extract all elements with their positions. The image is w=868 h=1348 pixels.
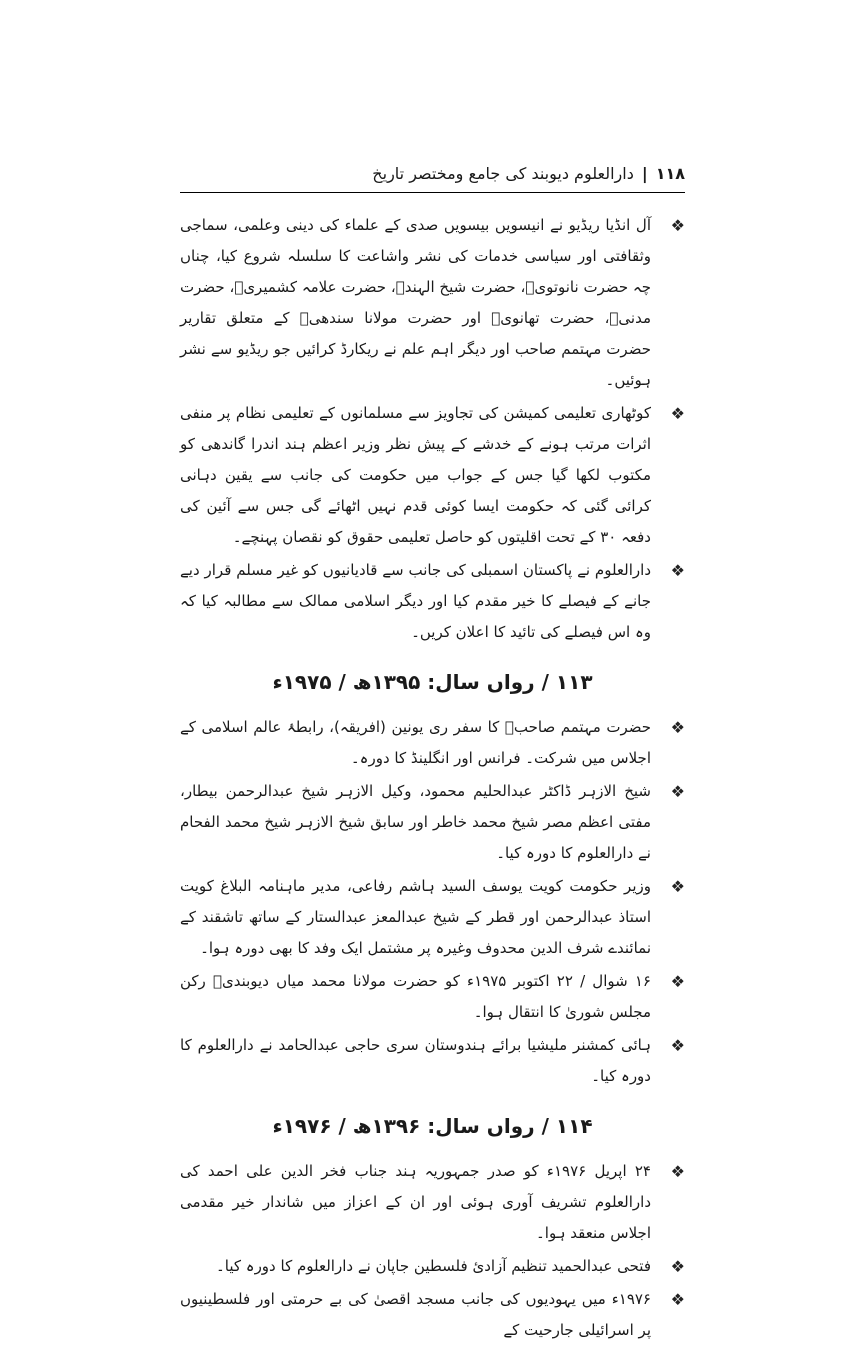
item-text: حضرت مہتمم صاحبؒ کا سفر ری یونین (افریقہ)، رابطۂ عالم اسلامی کے اجلاس میں شرکت۔ فرانس اور انگلینڈ کا دورہ۔ — [180, 718, 651, 767]
diamond-bullet-icon: ❖ — [670, 404, 685, 423]
item-text: ۱۹۷۶ء میں یہودیوں کی جانب مسجد اقصیٰ کی بے حرمتی اور فلسطینیوں پر اسرائیلی جارحیت کے — [180, 1290, 651, 1339]
diamond-bullet-icon: ❖ — [670, 1257, 685, 1276]
item-text: دارالعلوم نے پاکستان اسمبلی کی جانب سے قادیانیوں کو غیر مسلم قرار دیے جانے کے فیصلے کا خیر مقدم کیا اور دیگر اسلامی ممالک سے مطالبہ کیا کہ وہ اس فیصلے کی تائید کا اعلان کریں۔ — [180, 561, 651, 641]
list-item — [180, 1284, 685, 1346]
item-text: فتحی عبدالحمید تنظیم آزادیٔ فلسطین جاپان نے دارالعلوم کا دورہ کیا۔ — [215, 1257, 651, 1275]
section-heading-114: ۱۱۴ / رواں سال: ۱۳۹۶ھ / ۱۹۷۶ء — [272, 1114, 593, 1138]
diamond-bullet-icon: ❖ — [670, 718, 685, 737]
page-number: ۱۱۸ — [655, 163, 685, 183]
diamond-bullet-icon: ❖ — [670, 1036, 685, 1055]
item-text: ۲۴ اپریل ۱۹۷۶ء کو صدر جمہوریہ ہند جناب فخر الدین علی احمد کی دارالعلوم تشریف آوری ہوئی اور ان کے اعزاز میں شاندار خیر مقدمی اجلاس منعقد ہوا۔ — [180, 1162, 651, 1242]
list-item — [180, 210, 685, 396]
page-header — [180, 158, 685, 188]
list-item — [180, 871, 685, 964]
list-item — [180, 776, 685, 869]
running-title: دارالعلوم دیوبند کی جامع ومختصر تاریخ — [372, 163, 634, 183]
list-item — [180, 1030, 685, 1092]
section-heading-113: ۱۱۳ / رواں سال: ۱۳۹۵ھ / ۱۹۷۵ء — [272, 670, 593, 694]
item-text: ہائی کمشنر ملیشیا برائے ہندوستان سری حاجی عبدالحامد نے دارالعلوم کا دورہ کیا۔ — [180, 1036, 651, 1085]
header-rule — [180, 192, 685, 193]
diamond-bullet-icon: ❖ — [670, 561, 685, 580]
list-item — [180, 966, 685, 1028]
item-text: کوٹھاری تعلیمی کمیشن کی تجاویز سے مسلمانوں کے تعلیمی نظام پر منفی اثرات مرتب ہونے کے خدشے کے پیش نظر وزیر اعظم ہند اندرا گاندھی کو مکتوب لکھا گیا جس کے جواب میں حکومت کی جانب سے یقین دہانی کرائی گئی کہ حکومت ایسا کوئی قدم نہیں اٹھائے گی جس سے آئین کی دفعہ ۳۰ کے تحت اقلیتوں کو حاصل تعلیمی حقوق کو نقصان پہنچے۔ — [180, 404, 651, 546]
diamond-bullet-icon: ❖ — [670, 1162, 685, 1181]
page-content — [180, 210, 685, 1348]
item-text: ۱۶ شوال / ۲۲ اکتوبر ۱۹۷۵ء کو حضرت مولانا محمد میاں دیوبندیؒ رکن مجلس شوریٰ کا انتقال ہوا۔ — [180, 972, 651, 1021]
diamond-bullet-icon: ❖ — [670, 1290, 685, 1309]
list-item — [180, 712, 685, 774]
diamond-bullet-icon: ❖ — [670, 782, 685, 801]
diamond-bullet-icon: ❖ — [670, 216, 685, 235]
item-text: آل انڈیا ریڈیو نے انیسویں بیسویں صدی کے علماء کی دینی وعلمی، سماجی وثقافتی اور سیاسی خدمات کی نشر واشاعت کا سلسلہ شروع کیا، چناں چہ حضرت نانوتویؒ، حضرت شیخ الہندؒ، حضرت علامہ کشمیریؒ، حضرت مدنیؒ، حضرت تھانویؒ اور حضرت مولانا سندھیؒ کے متعلق تقاریر حضرت مہتمم صاحب اور دیگر اہم علم نے ریکارڈ کرائیں جو ریڈیو سے نشر ہوئیں۔ — [180, 216, 651, 389]
list-item — [180, 1251, 685, 1282]
diamond-bullet-icon: ❖ — [670, 877, 685, 896]
list-item — [180, 555, 685, 648]
diamond-bullet-icon: ❖ — [670, 972, 685, 991]
item-text: وزیر حکومت کویت یوسف السید ہاشم رفاعی، مدیر ماہنامہ البلاغ کویت استاذ عبدالرحمن اور قطر کے شیخ عبدالمعز عبدالستار کے ساتھ تاشقند کے نمائندے شرف الدین محدوف وغیرہ پر مشتمل ایک وفد کا بھی دورہ ہوا۔ — [180, 877, 651, 957]
header-separator: | — [641, 163, 648, 183]
item-text: شیخ الازہر ڈاکٹر عبدالحلیم محمود، وکیل الازہر شیخ عبدالرحمن بیطار، مفتی اعظم مصر شیخ محمد خاطر اور سابق شیخ الازہر شیخ محمد الفحام نے دارالعلوم کا دورہ کیا۔ — [180, 782, 651, 862]
list-item — [180, 398, 685, 553]
list-item — [180, 1156, 685, 1249]
